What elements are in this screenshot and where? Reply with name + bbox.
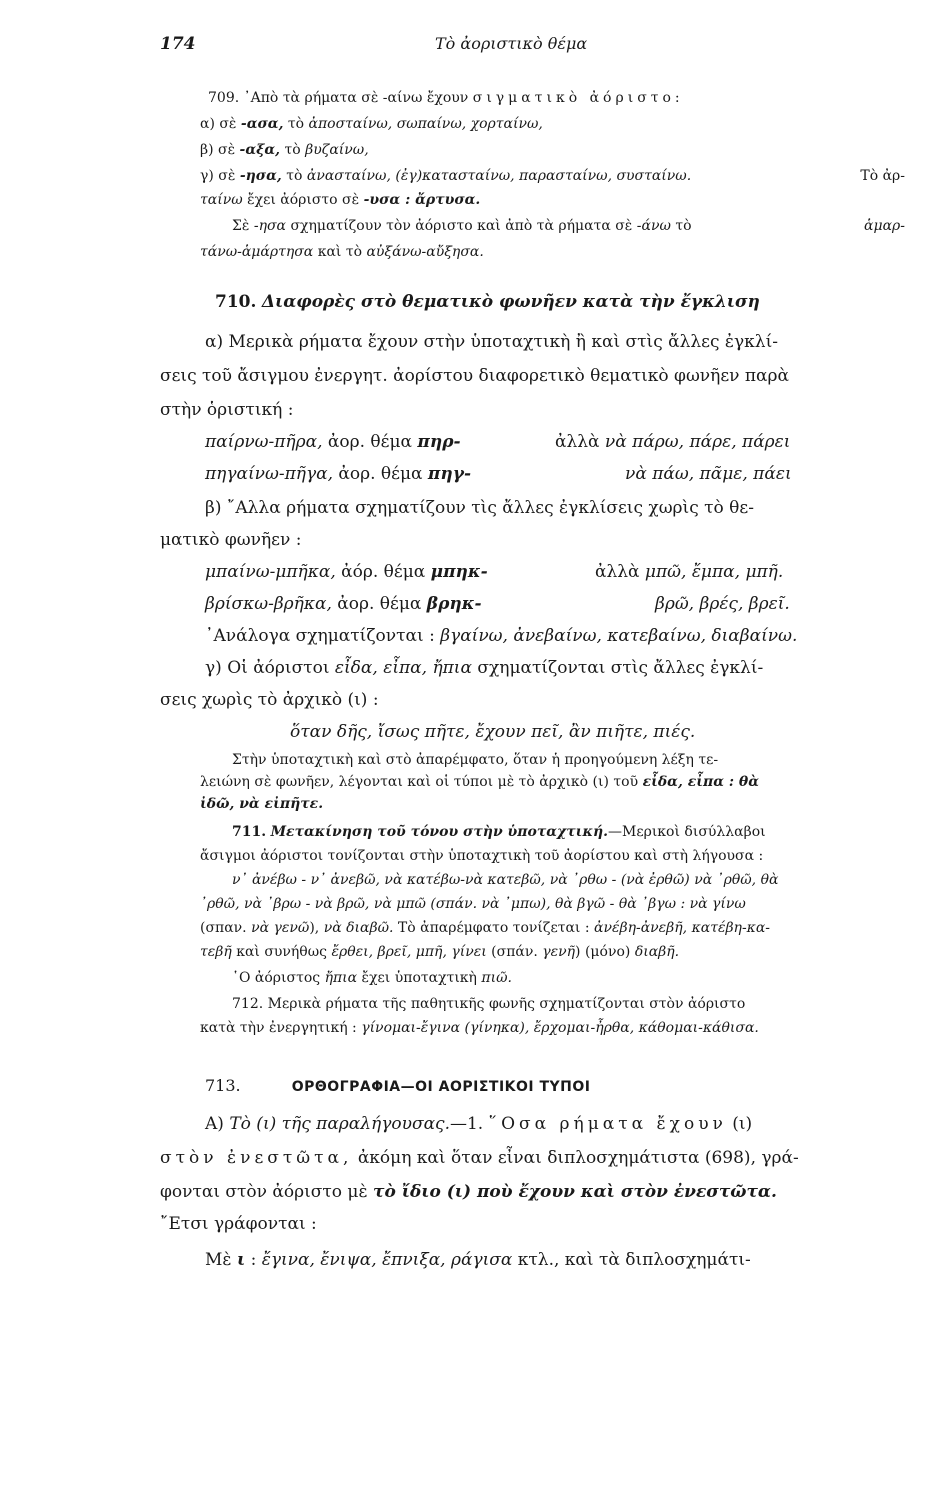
s710-analog: ᾿Ανάλογα σχηματίζονται : βγαίνω, ἀνεβαίνω, κατεβαίνω, διαβαίνω. bbox=[205, 626, 798, 646]
page-header bbox=[160, 34, 900, 62]
s711-example-line3: (σπαν. νὰ γενῶ), νὰ διαβῶ. Τὸ ἀπαρέμφατο τονίζεται : ἀνέβη-ἀνεβῆ, κατέβη-κα- bbox=[200, 920, 771, 936]
s711-note: ῾Ο ἀόριστος ἤπια ἔχει ὑποταχτικὴ πιῶ. bbox=[232, 970, 512, 986]
section-title: Διαφορὲς στὸ θεματικὸ φωνῆεν κατὰ τὴν ἔγκλιση bbox=[261, 292, 760, 312]
s713-heading bbox=[205, 1076, 910, 1097]
s710-example-2: πηγαίνω-πῆγα, ἀορ. θέμα πηγ- νὰ πάω, πᾶμε, πάει bbox=[205, 464, 792, 484]
s710-note-line2: λειώνη σὲ φωνῆεν, λέγονται καὶ οἱ τύποι μὲ τὸ ἀρχικὸ (ι) τοῦ εἶδα, εἶπα : θὰ bbox=[200, 774, 760, 790]
s713-a-line4: ῎Ετσι γράφονται : bbox=[160, 1214, 317, 1234]
s713-a-line3: φονται στὸν ἀόριστο μὲ τὸ ἴδιο (ι) ποὺ ἔχουν καὶ στὸν ἐνεστῶτα. bbox=[160, 1182, 777, 1202]
s709-item-c-cont: ταίνω ἔχει ἀόριστο σὲ -υσα : ἄρτυσα. bbox=[200, 192, 481, 208]
s710-c-line1: γ) Οἱ ἀόριστοι εἶδα, εἶπα, ἤπια σχηματίζονται στὶς ἄλλες ἐγκλί- bbox=[205, 658, 764, 678]
s713-a-line5: Μὲ ι : ἔγινα, ἔνιψα, ἔπνιξα, ράγισα κτλ., καὶ τὰ διπλοσχημάτι- bbox=[205, 1250, 751, 1270]
s710-a-line1: α) Μερικὰ ρήματα ἔχουν στὴν ὑποταχτικὴ ἢ καὶ στὶς ἄλλες ἐγκλί- bbox=[205, 332, 778, 352]
s710-a-line3: στὴν ὁριστική : bbox=[160, 400, 294, 420]
section-number: 709. bbox=[208, 90, 240, 106]
s709-item-c: γ) σὲ -ησα, τὸ ἀνασταίνω, (ἐγ)κατασταίνω, παρασταίνω, συσταίνω. Τὸ ἀρ- bbox=[200, 168, 905, 184]
s710-note-line3: ἰδῶ, νὰ εἰπῆτε. bbox=[200, 796, 324, 812]
section-title: ΟΡΘΟΓΡΑΦΙΑ—ΟΙ ΑΟΡΙΣΤΙΚΟΙ ΤΥΠΟΙ bbox=[291, 1079, 591, 1095]
s709-item-a: α) σὲ -ασα, τὸ ἀποσταίνω, σωπαίνω, χορταίνω, bbox=[200, 116, 543, 132]
s710-c-line2: σεις χωρὶς τὸ ἀρχικὸ (ι) : bbox=[160, 690, 379, 710]
s711-line2: ἄσιγμοι ἀόριστοι τονίζονται στὴν ὑποταχτικὴ τοῦ ἀορίστου καὶ στὴ λήγουσα : bbox=[200, 848, 764, 864]
s710-example-4: βρίσκω-βρῆκα, ἀορ. θέμα βρηκ- βρῶ, βρές, βρεῖ. bbox=[205, 594, 790, 614]
s709-intro: 709. ᾿Απὸ τὰ ρήματα σὲ -αίνω ἔχουν σιγματικὸ ἀόριστο: bbox=[208, 90, 684, 106]
s709-item-b: β) σὲ -αξα, τὸ βυζαίνω, bbox=[200, 142, 369, 158]
s710-note-line1: Στὴν ὑποταχτικὴ καὶ στὸ ἀπαρέμφατο, ὅταν ἡ προηγούμενη λέξη τε- bbox=[232, 752, 719, 768]
s712-line1: 712. Μερικὰ ρήματα τῆς παθητικῆς φωνῆς σχηματίζονται στὸν ἀόριστο bbox=[232, 996, 746, 1012]
s710-b-line1: β) ῎Αλλα ρήματα σχηματίζουν τὶς ἄλλες ἐγκλίσεις χωρὶς τὸ θε- bbox=[205, 498, 754, 518]
s712-line2: κατὰ τὴν ἐνεργητική : γίνομαι-ἔγινα (γίνηκα), ἔρχομαι-ἦρθα, κάθομαι-κάθισα. bbox=[200, 1020, 759, 1036]
s710-c-examples: ὅταν δῆς, ἴσως πῆτε, ἔχουν πεῖ, ἂν πιῆτε, πιές. bbox=[290, 722, 696, 742]
section-number: 712. bbox=[232, 996, 264, 1012]
page-number: 174 bbox=[160, 34, 196, 54]
s711-example-line2: ᾿ρθῶ, νὰ ᾿βρω - νὰ βρῶ, νὰ μπῶ (σπάν. νὰ ᾿μπω), θὰ βγῶ - θὰ ᾿βγω : νὰ γίνω bbox=[200, 896, 746, 912]
s711-example-line4: τεβῆ καὶ συνήθως ἔρθει, βρεῖ, μπῆ, γίνει (σπάν. γενῆ) (μόνο) διαβῆ. bbox=[200, 944, 680, 960]
s709-note-cont: τάνω-ἁμάρτησα καὶ τὸ αὐξάνω-αὔξησα. bbox=[200, 244, 484, 260]
s710-example-1: παίρνω-πῆρα, ἀορ. θέμα πηρ- ἀλλὰ νὰ πάρω, πάρε, πάρει bbox=[205, 432, 791, 452]
s710-example-3: μπαίνω-μπῆκα, ἀόρ. θέμα μπηκ- ἀλλὰ μπῶ, ἔμπα, μπῆ. bbox=[205, 562, 784, 582]
s713-a-line2: στὸν ἐνεστῶτα, ἀκόμη καὶ ὅταν εἶναι διπλοσχημάτιστα (698), γρά- bbox=[160, 1148, 799, 1168]
running-title: Τὸ ἀοριστικὸ θέμα bbox=[435, 34, 588, 53]
s710-heading bbox=[215, 290, 940, 314]
section-number: 710. bbox=[215, 292, 257, 312]
section-title: Μετακίνηση τοῦ τόνου στὴν ὑποταχτική. bbox=[270, 824, 608, 840]
section-number: 713. bbox=[205, 1076, 241, 1095]
s710-a-line2: σεις τοῦ ἄσιγμου ἐνεργητ. ἀορίστου διαφορετικὸ θεματικὸ φωνῆεν παρὰ bbox=[160, 366, 789, 386]
s710-b-line2: ματικὸ φωνῆεν : bbox=[160, 530, 302, 550]
s709-note: Σὲ -ησα σχηματίζουν τὸν ἀόριστο καὶ ἀπὸ τὰ ρήματα σὲ -άνω τὸ ἁμαρ- bbox=[232, 218, 905, 234]
s711-line1: 711. Μετακίνηση τοῦ τόνου στὴν ὑποταχτική.—Μερικοὶ δισύλλαβοι bbox=[232, 824, 766, 840]
s711-example-line1: ν᾿ ἀνέβω - ν᾿ ἀνεβῶ, νὰ κατέβω-νὰ κατεβῶ, νὰ ᾿ρθω - (νὰ ἐρθῶ) νὰ ᾿ρθῶ, θὰ bbox=[232, 872, 779, 888]
section-number: 711. bbox=[232, 824, 267, 840]
s713-a-line1: Α) Τὸ (ι) τῆς παραλήγουσας.—1. ῞Οσα ρήματα ἔχουν (ι) bbox=[205, 1114, 753, 1134]
